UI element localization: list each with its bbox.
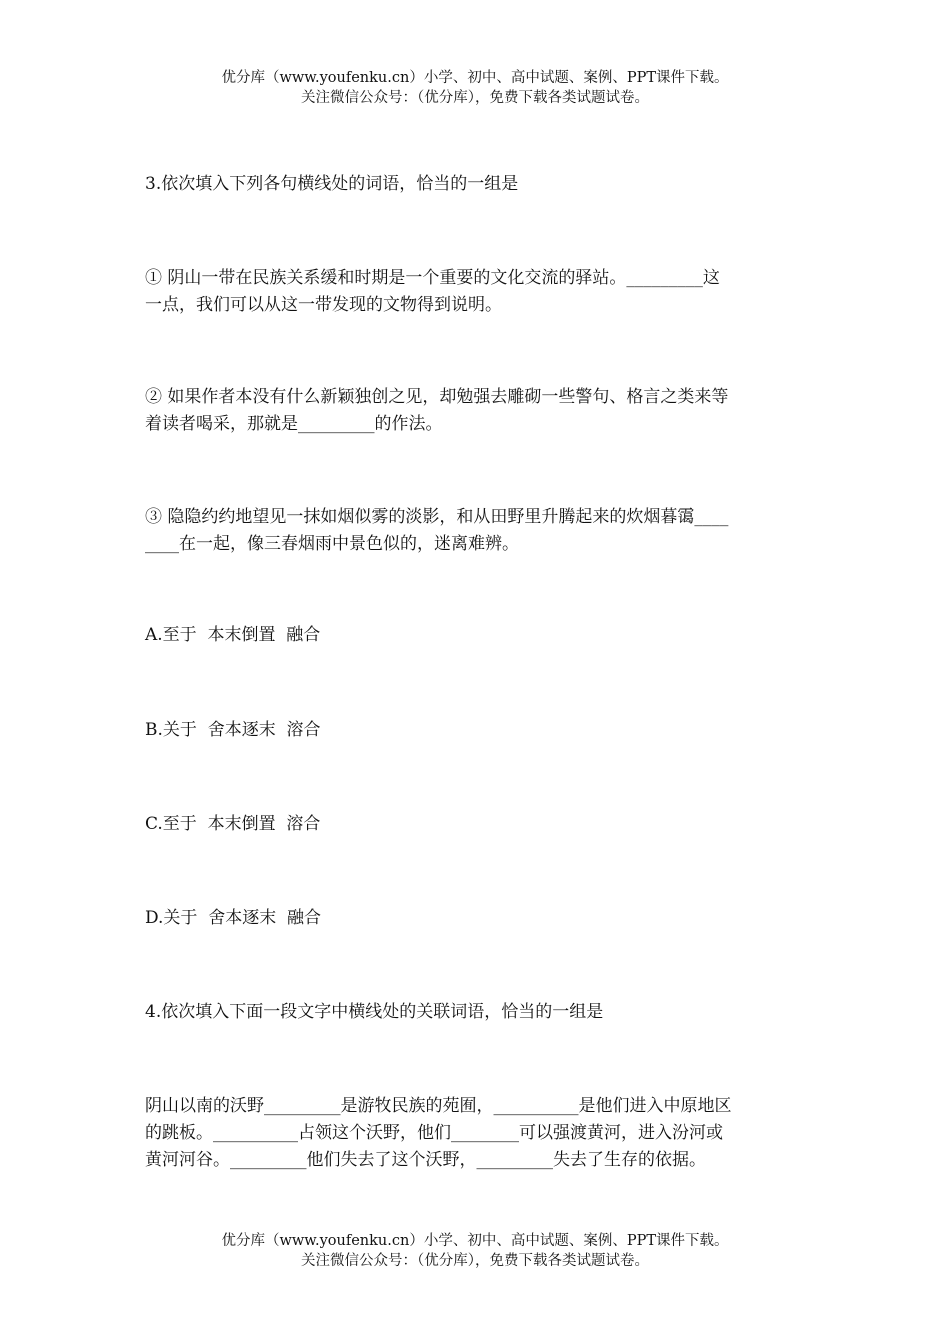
q3-sentence-2 <box>145 384 807 438</box>
q4-paragraph-line-2: 的跳板。__________占领这个沃野，他们________可以强渡黄河，进入汾河或 <box>145 1123 723 1143</box>
q3-option-b: B.关于 舍本逐末 溶合 <box>145 720 321 740</box>
q3-option-c: C.至于 本末倒置 溶合 <box>145 814 321 834</box>
q3-sentence-3-line-1: ③ 隐隐约约地望见一抹如烟似雾的淡影，和从田野里升腾起来的炊烟暮霭____ <box>145 507 729 527</box>
header-line-1: 优分库（www.youfenku.cn）小学、初中、高中试题、案例、PPT课件下载。 <box>221 70 729 86</box>
q3-sentence-3 <box>145 504 807 558</box>
q3-sentence-3-line-2: ____在一起，像三春烟雨中景色似的，迷离难辨。 <box>145 534 519 554</box>
q3-sentence-2-line-2: 着读者喝采，那就是_________的作法。 <box>145 414 443 434</box>
page-footer <box>0 1231 950 1271</box>
q3-option-d: D.关于 舍本逐末 融合 <box>145 908 322 928</box>
question-4-title: 4.依次填入下面一段文字中横线处的关联词语，恰当的一组是 <box>145 1002 604 1022</box>
header-line-2: 关注微信公众号：（优分库），免费下载各类试题试卷。 <box>301 90 649 106</box>
q3-sentence-2-line-1: ② 如果作者本没有什么新颖独创之见，却勉强去雕砌一些警句、格言之类来等 <box>145 387 729 407</box>
q4-paragraph-line-1: 阴山以南的沃野_________是游牧民族的苑囿，__________是他们进入中原地区 <box>145 1096 732 1116</box>
q4-paragraph <box>145 1093 807 1174</box>
footer-line-1: 优分库（www.youfenku.cn）小学、初中、高中试题、案例、PPT课件下载。 <box>221 1233 729 1249</box>
q3-sentence-1-line-1: ① 阴山一带在民族关系缓和时期是一个重要的文化交流的驿站。_________这 <box>145 268 720 288</box>
q4-paragraph-line-3: 黄河河谷。_________他们失去了这个沃野，_________失去了生存的依据。 <box>145 1150 706 1170</box>
footer-line-2: 关注微信公众号：（优分库），免费下载各类试题试卷。 <box>301 1253 649 1269</box>
q3-option-a: A.至于 本末倒置 融合 <box>145 625 321 645</box>
question-3-title: 3.依次填入下列各句横线处的词语，恰当的一组是 <box>145 174 519 194</box>
q3-sentence-1-line-2: 一点，我们可以从这一带发现的文物得到说明。 <box>145 295 502 315</box>
q3-sentence-1 <box>145 265 807 319</box>
page-header <box>0 68 950 108</box>
